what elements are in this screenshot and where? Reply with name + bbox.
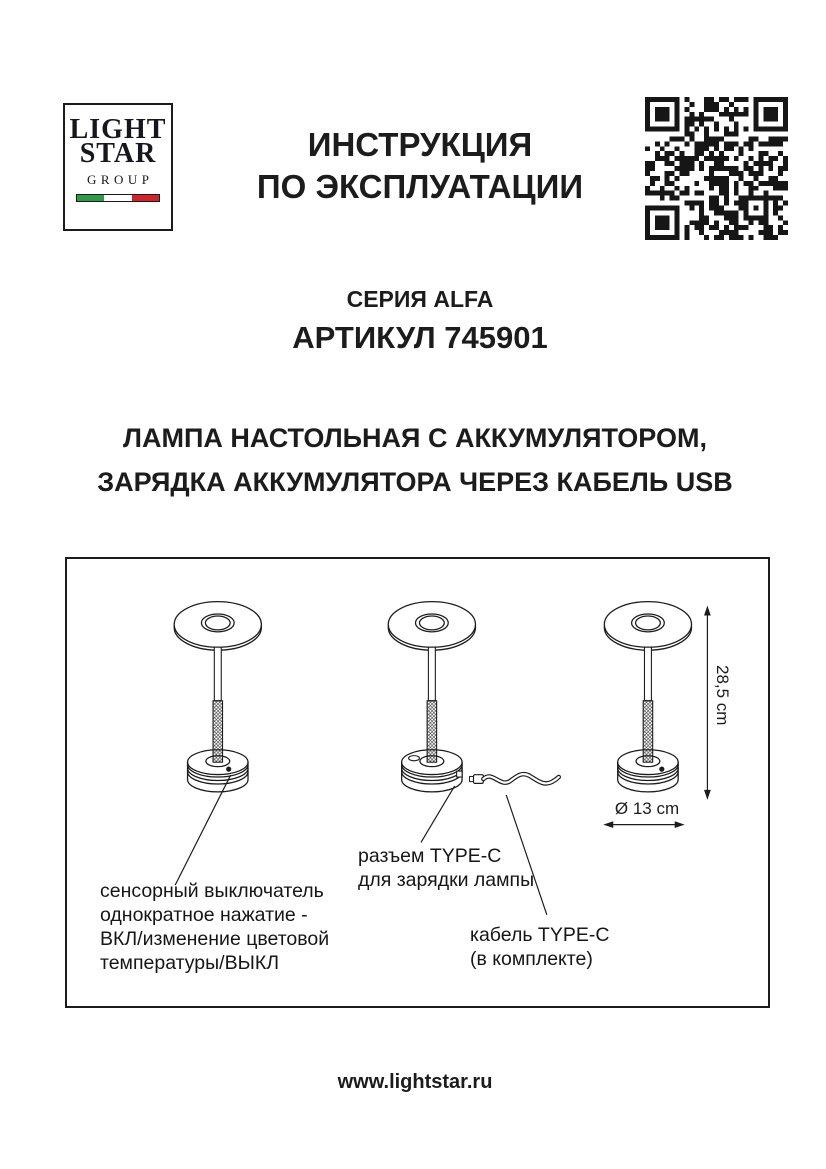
- product-description: [60, 416, 770, 504]
- title-line-1: ИНСТРУКЦИЯ: [307, 126, 533, 163]
- page-title: [170, 124, 670, 208]
- touch-switch-dot-lamp-1: [226, 767, 231, 772]
- type-c-port-top: [409, 756, 420, 761]
- qr-code: [645, 97, 788, 240]
- usb-cable-icon: [470, 774, 559, 783]
- type-c-port-label: [358, 844, 534, 892]
- qr-code-image: [645, 97, 788, 240]
- leader-touch-switch: [175, 775, 231, 885]
- description-line-1: ЛАМПА НАСТОЛЬНАЯ С АККУМУЛЯТОРОМ,: [123, 423, 707, 453]
- logo-word-star: STAR: [79, 138, 157, 169]
- label-line: кабель TYPE-C: [470, 924, 610, 946]
- diameter-dimension-arrow: [603, 821, 684, 828]
- type-c-cable-label: [470, 923, 609, 971]
- product-diagram: [65, 557, 770, 1008]
- article-number: АРТИКУЛ 745901: [292, 320, 548, 355]
- diameter-dimension-label: Ø 13 cm: [614, 799, 680, 818]
- website-url: www.lightstar.ru: [337, 1071, 493, 1093]
- label-line: однократное нажатие -: [100, 904, 308, 926]
- logo-word-group: GROUP: [86, 172, 154, 187]
- flag-stripe-green: [77, 195, 104, 201]
- label-line: для зарядки лампы: [358, 869, 535, 891]
- logo-word-light: LIGHT: [69, 114, 167, 145]
- description-line-2: ЗАРЯДКА АККУМУЛЯТОРА ЧЕРЕЗ КАБЕЛЬ USB: [97, 467, 733, 497]
- height-dimension-label: 28,5 cm: [713, 665, 732, 726]
- touch-switch-label: [100, 879, 329, 975]
- label-line: (в комплекте): [470, 948, 593, 970]
- height-dimension-arrow: [704, 606, 711, 800]
- lightstar-logo: [63, 103, 173, 231]
- label-line: сенсорный выключатель: [100, 880, 324, 902]
- lamp-3: [604, 602, 691, 792]
- series-label: СЕРИЯ ALFA: [346, 286, 494, 312]
- flag-stripe-red: [132, 195, 159, 201]
- type-c-port-side: [457, 771, 462, 777]
- label-line: ВКЛ/изменение цветовой: [100, 928, 330, 950]
- lamp-1: [174, 602, 261, 792]
- label-line: разъем TYPE-C: [358, 845, 502, 867]
- touch-switch-dot-lamp-3: [659, 767, 664, 772]
- flag-stripe-white: [104, 195, 131, 201]
- leader-type-c-port: [421, 786, 455, 842]
- title-line-2: ПО ЭКСПЛУАТАЦИИ: [256, 168, 584, 205]
- italian-flag-icon: [76, 194, 160, 202]
- label-line: температуры/ВЫКЛ: [100, 952, 280, 974]
- lamp-2: [388, 602, 475, 792]
